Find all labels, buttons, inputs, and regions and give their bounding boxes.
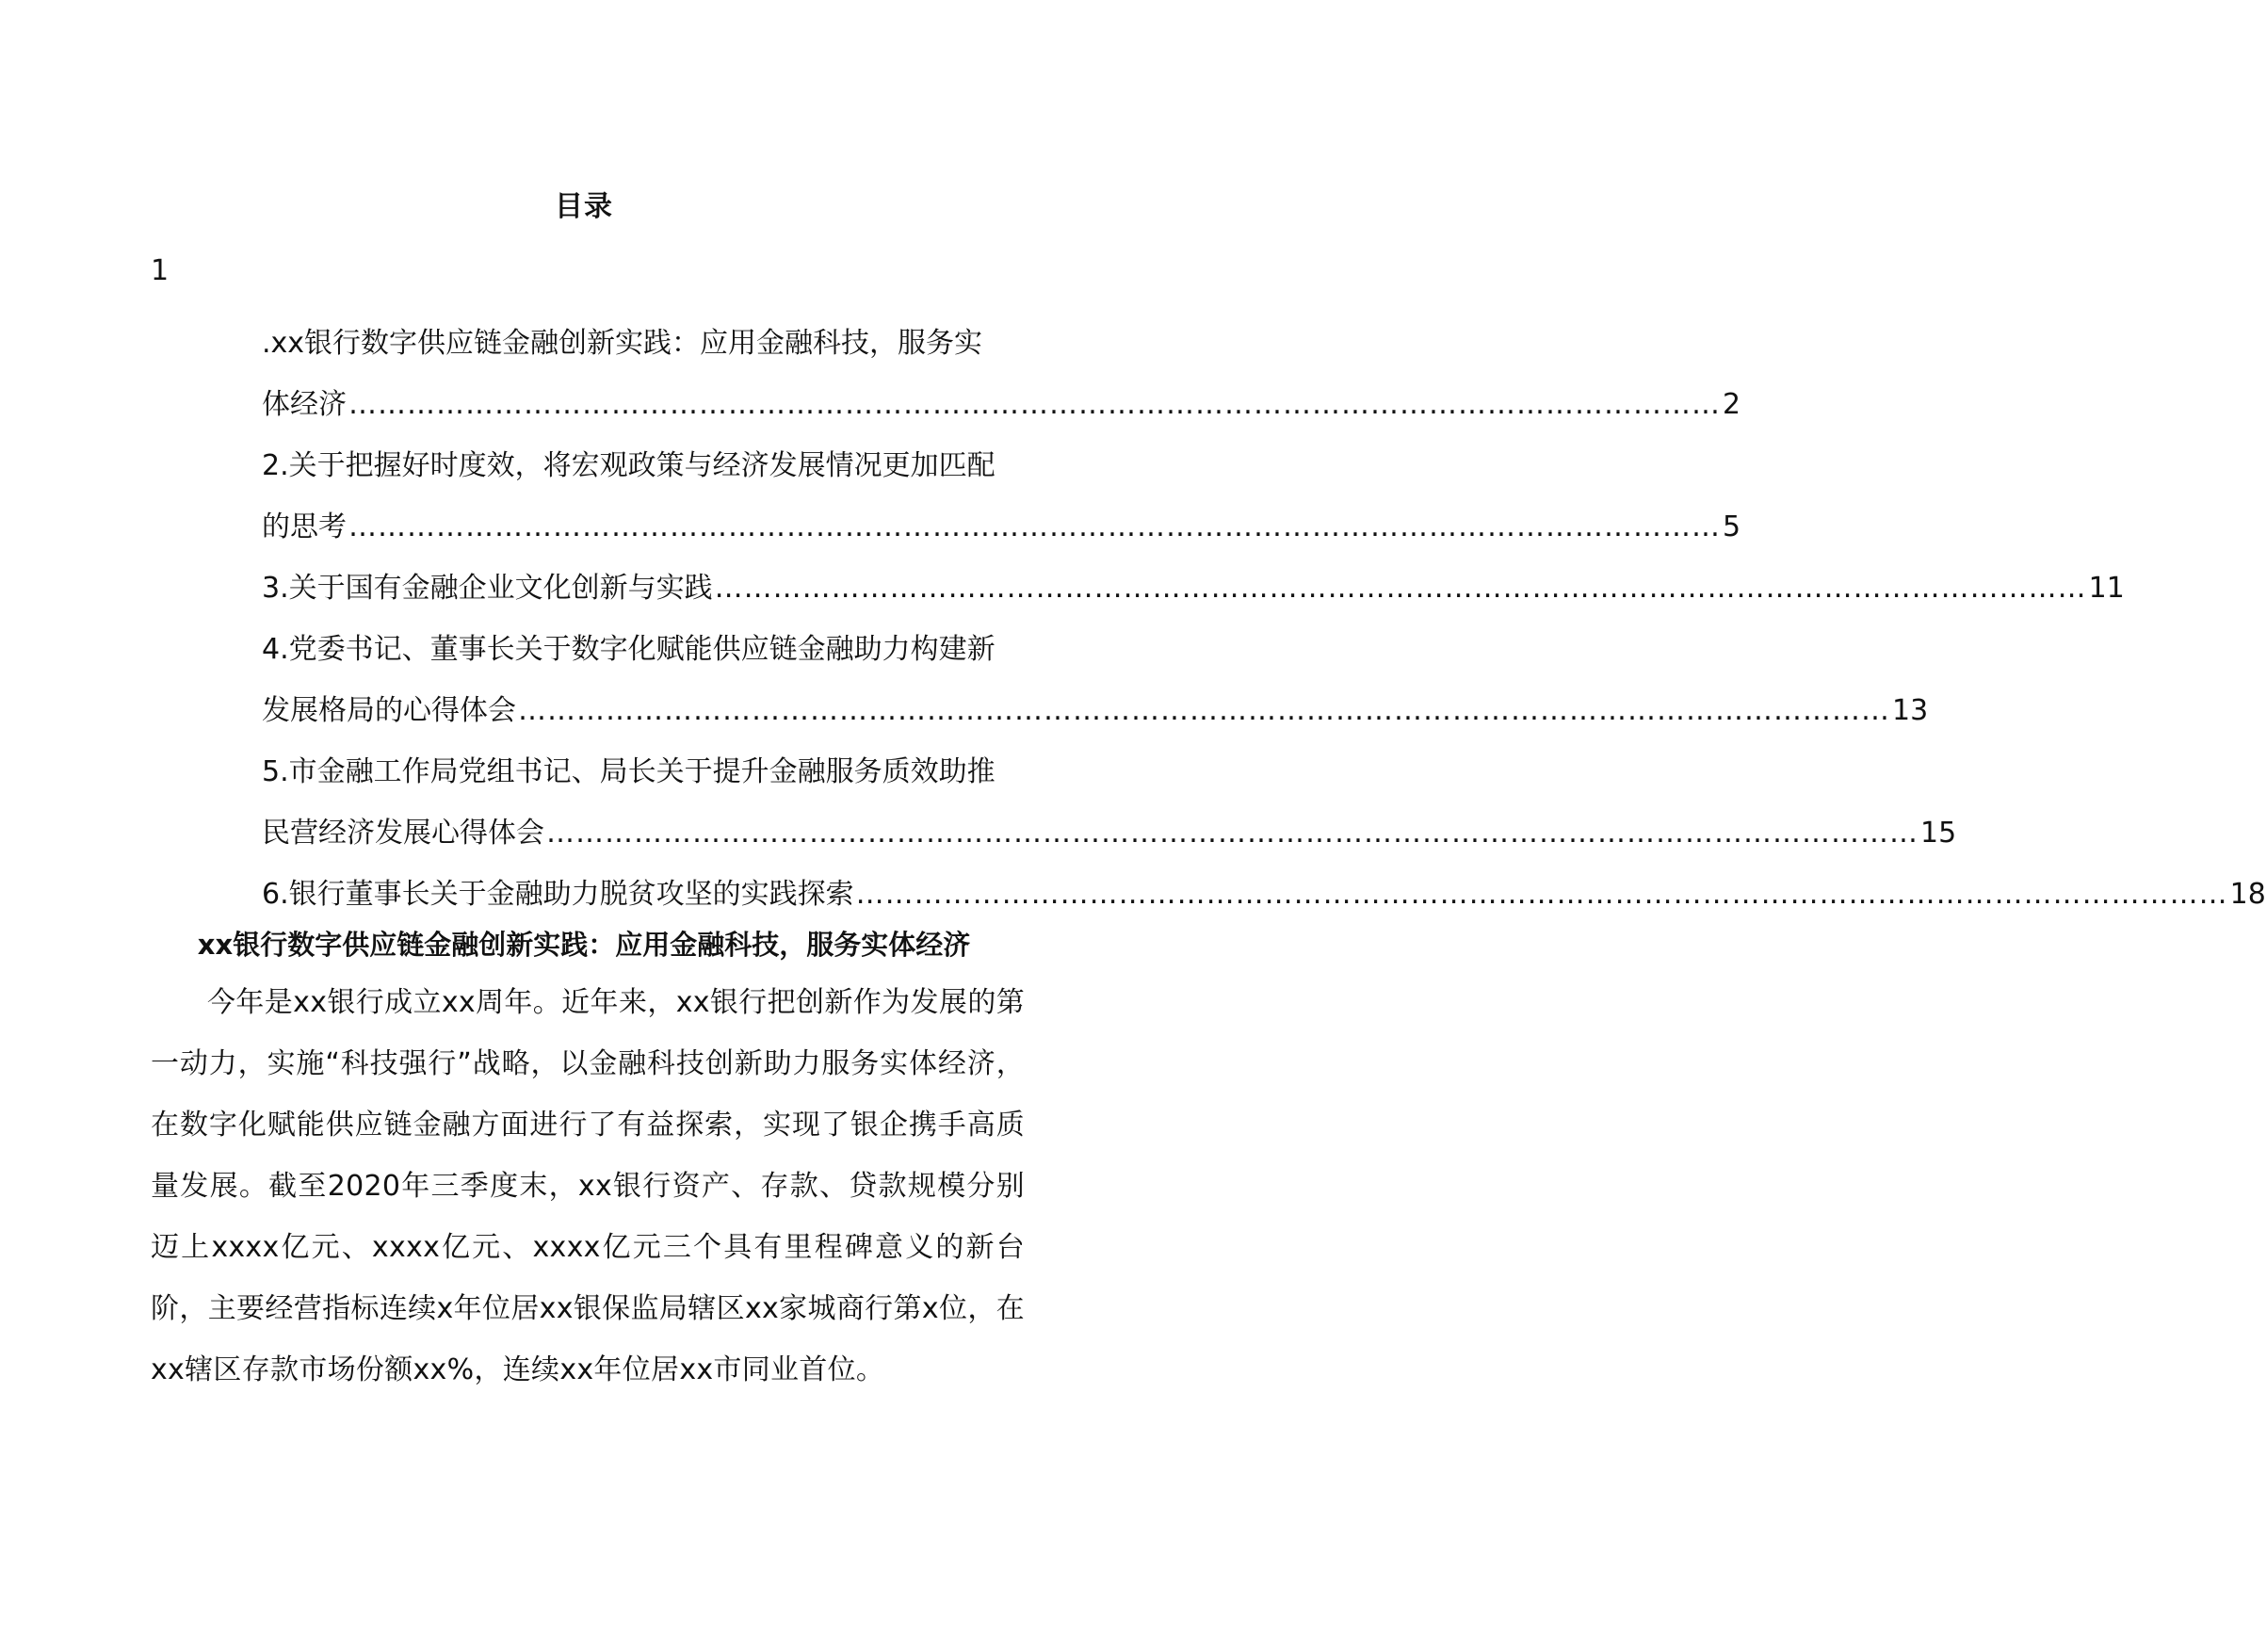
toc-entry-3[interactable] bbox=[262, 558, 2125, 619]
toc-entry-5-title-end: 民营经济发展心得体会 bbox=[262, 817, 544, 850]
toc-title: 目录 bbox=[555, 190, 613, 223]
toc-entry-1-line1[interactable]: .xx银行数字供应链金融创新实践：应用金融科技，服务实 bbox=[262, 327, 983, 360]
toc-entry-5-page: 15 bbox=[1920, 817, 1957, 850]
article-title: xx银行数字供应链金融创新实践：应用金融科技，服务实体经济 bbox=[197, 929, 971, 961]
toc-leader-dots: …………………………………………………………………………………………………………………………… bbox=[855, 878, 2228, 911]
toc-entry-4-page: 13 bbox=[1892, 694, 1929, 727]
toc-list bbox=[262, 313, 2266, 925]
toc-entry-5[interactable] bbox=[262, 802, 1957, 864]
toc-leader-dots: …………………………………………………………………………………………………………………………… bbox=[518, 694, 1890, 727]
toc-entry-2-page: 5 bbox=[1723, 510, 1741, 543]
toc-section-number: 1 bbox=[151, 254, 170, 287]
toc-leader-dots: …………………………………………………………………………………………………………………………… bbox=[546, 817, 1918, 850]
toc-leader-dots: …………………………………………………………………………………………………………………………… bbox=[714, 572, 2087, 605]
toc-leader-dots: …………………………………………………………………………………………………………………………… bbox=[348, 510, 1721, 543]
toc-entry-4-line1[interactable]: 4.党委书记、董事长关于数字化赋能供应链金融助力构建新 bbox=[262, 633, 995, 666]
toc-entry-2-line1[interactable]: 2.关于把握好时度效，将宏观政策与经济发展情况更加匹配 bbox=[262, 449, 995, 482]
toc-entry-1-page: 2 bbox=[1723, 388, 1741, 421]
toc-entry-6-title: 6.银行董事长关于金融助力脱贫攻坚的实践探索 bbox=[262, 878, 854, 911]
toc-entry-5-line1[interactable]: 5.市金融工作局党组书记、局长关于提升金融服务质效助推 bbox=[262, 755, 995, 788]
toc-entry-4-title-end: 发展格局的心得体会 bbox=[262, 694, 516, 727]
toc-entry-6-page: 18 bbox=[2229, 878, 2266, 911]
toc-entry-3-title: 3.关于国有金融企业文化创新与实践 bbox=[262, 572, 713, 605]
toc-entry-6[interactable] bbox=[262, 864, 2266, 925]
toc-entry-1-title-end: 体经济 bbox=[262, 388, 347, 421]
toc-leader-dots: …………………………………………………………………………………………………………………………… bbox=[348, 388, 1721, 421]
toc-entry-1[interactable] bbox=[262, 374, 1741, 435]
article-paragraph: 今年是xx银行成立xx周年。近年来，xx银行把创新作为发展的第一动力，实施“科技强行”战略，以金融科技创新助力服务实体经济，在数字化赋能供应链金融方面进行了有益探索，实现了银企携手高质量发展。截至2020年三季度末，xx银行资产、存款、贷款规模分别迈上xxxx亿元、xxxx亿元、xxxx亿元三个具有里程碑意义的新台阶，主要经营指标连续x年位居xx银保监局辖区xx家城商行第x位，在xx辖区存款市场份额xx%，连续xx年位居xx市同业首位。 bbox=[151, 986, 1025, 1386]
toc-entry-2[interactable] bbox=[262, 496, 1741, 558]
toc-entry-4[interactable] bbox=[262, 680, 1929, 741]
toc-entry-2-title-end: 的思考 bbox=[262, 510, 347, 543]
toc-entry-3-page: 11 bbox=[2088, 572, 2125, 605]
